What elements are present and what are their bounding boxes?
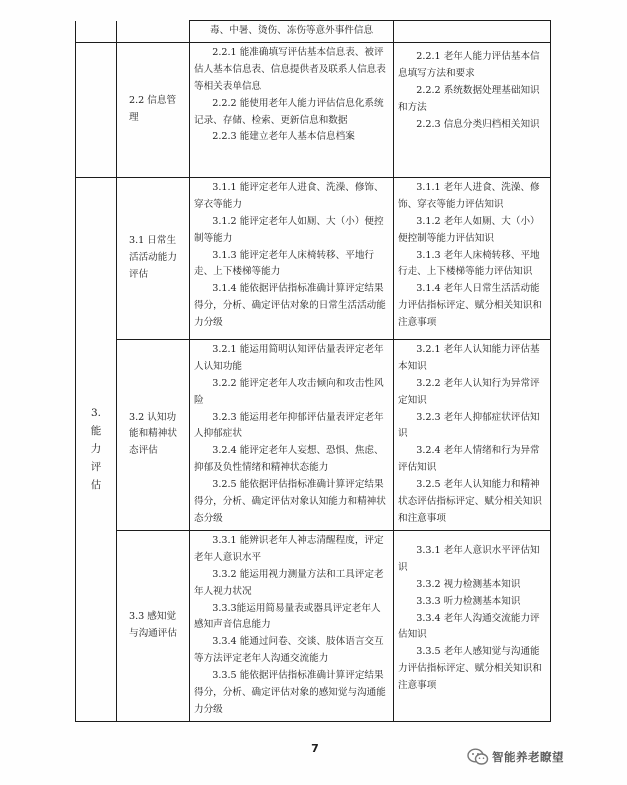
unit-label: 3.1 日常生活活动能力评估 — [129, 235, 177, 280]
section-char: 能 — [90, 424, 102, 437]
watermark-text: 智能养老瞭望 — [492, 750, 564, 764]
knowledge-item: 3.3.3 听力检测基本知识 — [416, 595, 521, 607]
section-label — [90, 404, 102, 494]
knowledge-cell — [394, 339, 551, 530]
knowledge-item: 3.1.3 老年人床椅转移、平地行走、上下楼梯等能力评估知识 — [398, 249, 540, 278]
skill-item: 3.1.2 能评定老年人如厕、大（小）便控制等能力 — [194, 215, 384, 244]
table-row — [76, 530, 551, 721]
skill-item: 3.3.5 能依据评估指标准确计算评定结果得分，分析、确定评估对象的感知觉与沟通能力分级 — [194, 670, 386, 715]
skill-item: 2.2.1 能准确填写评估基本信息表、被评估人基本信息表、信息提供者及联系人信息表等相关表单信息 — [194, 46, 386, 92]
unit-label: 3.2 认知功能和精神状态评估 — [129, 411, 177, 457]
knowledge-cell — [394, 177, 551, 339]
unit-label: 2.2 信息管理 — [129, 95, 177, 123]
knowledge-item: 2.2.3 信息分类归档相关知识 — [416, 118, 540, 130]
skill-cell — [190, 339, 394, 530]
skill-item: 3.2.3 能运用老年抑郁评估量表评定老年人抑郁症状 — [194, 411, 384, 440]
skill-cell — [190, 177, 394, 339]
section-number: 3. — [90, 406, 102, 419]
knowledge-cell — [394, 530, 551, 721]
knowledge-item: 3.2.5 老年人认知能力和精神状态评估指标评定、赋分相关知识和注意事项 — [398, 479, 542, 524]
skill-cell — [190, 42, 394, 177]
knowledge-cell — [394, 42, 551, 177]
skill-item: 2.2.3 能建立老年人基本信息档案 — [212, 131, 355, 143]
section-cell — [76, 177, 117, 721]
knowledge-item: 3.1.4 老年人日常生活活动能力评估指标评定、赋分相关知识和注意事项 — [398, 283, 542, 329]
knowledge-item: 3.3.2 视力检测基本知识 — [416, 578, 521, 590]
unit-cell — [117, 177, 190, 339]
knowledge-item: 3.1.1 老年人进食、洗澡、修饰、穿衣等能力评估知识 — [398, 181, 540, 210]
skill-cell — [190, 21, 394, 43]
skill-item: 3.2.4 能评定老年人妄想、恐惧、焦虑、抑郁及负性情绪和精神状态能力 — [194, 445, 384, 474]
knowledge-item: 3.3.5 老年人感知觉与沟通能力评估指标评定、赋分相关知识和注意事项 — [398, 646, 542, 692]
knowledge-item: 3.3.1 老年人意识水平评估知识 — [398, 544, 540, 573]
skill-item: 3.3.4 能通过问卷、交谈、肢体语言交互等方法评定老年人沟通交流能力 — [194, 636, 384, 665]
table-row — [76, 339, 551, 530]
knowledge-item: 3.2.3 老年人抑郁症状评估知识 — [398, 411, 540, 440]
skill-item: 3.3.3能运用简易量表或器具评定老年人感知声音信息能力 — [194, 602, 381, 631]
unit-cell — [117, 339, 190, 530]
section-char: 力 — [90, 442, 102, 455]
watermark — [467, 748, 564, 766]
knowledge-item: 2.2.2 系统数据处理基础知识和方法 — [398, 84, 540, 113]
skill-item: 3.3.1 能辨识老年人神志清醒程度，评定老年人意识水平 — [194, 534, 384, 563]
wechat-icon — [467, 748, 489, 766]
skill-item: 毒、中暑、烫伤、冻伤等意外事件信息 — [210, 25, 374, 36]
section-cell — [76, 21, 117, 43]
knowledge-item: 3.2.1 老年人认知能力评估基本知识 — [398, 343, 540, 372]
unit-label: 3.3 感知觉与沟通评估 — [129, 610, 177, 639]
table-row — [76, 177, 551, 339]
section-char: 估 — [90, 478, 102, 491]
skill-cell — [190, 530, 394, 721]
table-row — [76, 42, 551, 177]
knowledge-item: 2.2.1 老年人能力评估基本信息填写方法和要求 — [398, 50, 540, 79]
section-cell — [76, 42, 117, 177]
page-number: 7 — [311, 742, 319, 755]
knowledge-item: 3.2.4 老年人情绪和行为异常评估知识 — [398, 445, 540, 474]
skill-item: 3.1.4 能依据评估指标准确计算评定结果得分，分析、确定评估对象的日常生活活动能力分级 — [194, 283, 386, 329]
knowledge-item: 3.2.2 老年人认知行为异常评定知识 — [398, 377, 540, 406]
knowledge-item: 3.1.2 老年人如厕、大（小）便控制等能力评估知识 — [398, 215, 540, 244]
skill-item: 2.2.2 能使用老年人能力评估信息化系统记录、存储、检索、更新信息和数据 — [194, 97, 384, 126]
skill-item: 3.2.1 能运用简明认知评估量表评定老年人认知功能 — [194, 343, 384, 372]
skill-table — [75, 20, 551, 722]
unit-cell — [117, 21, 190, 43]
table-row — [76, 21, 551, 43]
skill-item: 3.2.5 能依据评估指标准确计算评定结果得分，分析、确定评估对象认知能力和精神状态分级 — [194, 479, 386, 524]
section-char: 评 — [90, 460, 102, 473]
skill-item: 3.1.3 能评定老年人床椅转移、平地行走、上下楼梯等能力 — [194, 249, 375, 278]
skill-item: 3.3.2 能运用视力测量方法和工具评定老年人视力状况 — [194, 568, 384, 597]
knowledge-cell — [394, 21, 551, 43]
knowledge-item: 3.3.4 老年人沟通交流能力评估知识 — [398, 612, 540, 641]
unit-cell — [117, 530, 190, 721]
skill-item: 3.1.1 能评定老年人进食、洗澡、修饰、穿衣等能力 — [194, 181, 384, 210]
unit-cell — [117, 42, 190, 177]
skill-item: 3.2.2 能评定老年人攻击倾向和攻击性风险 — [194, 377, 384, 406]
